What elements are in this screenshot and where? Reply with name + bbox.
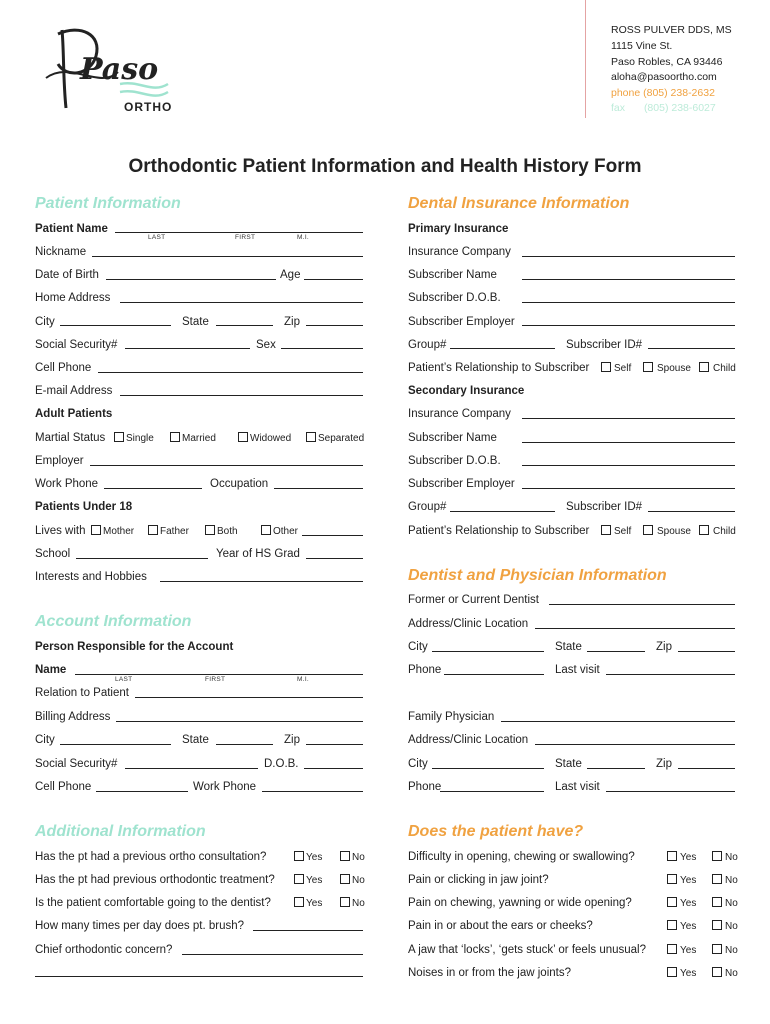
yes-checkbox[interactable] bbox=[294, 874, 304, 884]
dentist-address-field[interactable] bbox=[535, 628, 735, 629]
account-dob-label: D.O.B. bbox=[264, 758, 299, 770]
physician-address-field[interactable] bbox=[535, 744, 735, 745]
spouse-checkbox[interactable] bbox=[643, 525, 653, 535]
dentist-phone-field[interactable] bbox=[444, 674, 544, 675]
account-mi-sublabel: M.I. bbox=[297, 676, 310, 683]
physician-city-field[interactable] bbox=[432, 768, 544, 769]
dentist-state-label: State bbox=[555, 641, 582, 653]
marital-status-label: Martial Status bbox=[35, 432, 106, 444]
primary-sub-employer-label: Subscriber Employer bbox=[408, 316, 515, 328]
dentist-city-label: City bbox=[408, 641, 428, 653]
logo-word: Paso bbox=[80, 52, 159, 87]
work-phone-field[interactable] bbox=[104, 488, 202, 489]
physician-last-visit-label: Last visit bbox=[555, 781, 600, 793]
clinic-phone[interactable]: phone (805) 238-2632 bbox=[611, 87, 715, 99]
no-label: No bbox=[725, 968, 738, 979]
school-field[interactable] bbox=[76, 558, 208, 559]
street: 1115 Vine St. bbox=[611, 40, 673, 52]
physician-field[interactable] bbox=[501, 721, 735, 722]
no-label: No bbox=[725, 898, 738, 909]
relation-field[interactable] bbox=[135, 697, 363, 698]
physician-address-label: Address/Clinic Location bbox=[408, 734, 529, 746]
work-phone-label: Work Phone bbox=[35, 478, 99, 490]
account-ssn-label: Social Security# bbox=[35, 758, 118, 770]
concern-field[interactable] bbox=[182, 954, 363, 955]
condition-label: Difficulty in opening, chewing or swallowing? bbox=[408, 851, 635, 863]
condition-label: Pain in or about the ears or cheeks? bbox=[408, 920, 593, 932]
brush-field[interactable] bbox=[253, 930, 363, 931]
question-label: Is the patient comfortable going to the dentist? bbox=[35, 897, 271, 909]
ssn-label: Social Security# bbox=[35, 339, 118, 351]
account-last-sublabel: LAST bbox=[115, 676, 133, 683]
no-checkbox[interactable] bbox=[712, 851, 722, 861]
secondary-group-field[interactable] bbox=[450, 511, 555, 512]
state-field[interactable] bbox=[216, 325, 273, 326]
account-name-field[interactable] bbox=[75, 674, 363, 675]
physician-zip-field[interactable] bbox=[678, 768, 735, 769]
physician-state-field[interactable] bbox=[587, 768, 645, 769]
yes-checkbox[interactable] bbox=[667, 944, 677, 954]
primary-sub-dob-field[interactable] bbox=[522, 302, 735, 303]
self-checkbox[interactable] bbox=[601, 362, 611, 372]
logo bbox=[40, 20, 180, 120]
dentist-last-visit-label: Last visit bbox=[555, 664, 600, 676]
adult-patients-heading: Adult Patients bbox=[35, 408, 113, 420]
self-label: Self bbox=[614, 526, 632, 537]
lives-mother-label: Mother bbox=[103, 526, 135, 537]
responsible-heading: Person Responsible for the Account bbox=[35, 641, 234, 653]
dentist-phone-label: Phone bbox=[408, 664, 442, 676]
physician-label: Family Physician bbox=[408, 711, 495, 723]
logo-sub: ORTHO bbox=[124, 100, 173, 114]
school-label: School bbox=[35, 548, 71, 560]
secondary-sub-employer-field[interactable] bbox=[522, 488, 735, 489]
account-state-label: State bbox=[182, 734, 209, 746]
primary-sub-dob-label: Subscriber D.O.B. bbox=[408, 292, 501, 304]
dentist-heading: Dentist and Physician Information bbox=[408, 567, 667, 584]
account-cell-field[interactable] bbox=[96, 791, 188, 792]
spouse-label: Spouse bbox=[657, 526, 691, 537]
dentist-zip-field[interactable] bbox=[678, 651, 735, 652]
account-first-sublabel: FIRST bbox=[205, 676, 226, 683]
relationship-label: Patient’s Relationship to Subscriber bbox=[408, 525, 590, 537]
patient-heading: Patient Information bbox=[35, 195, 181, 212]
spouse-checkbox[interactable] bbox=[643, 362, 653, 372]
no-label: No bbox=[352, 852, 365, 863]
home-address-label: Home Address bbox=[35, 292, 111, 304]
former-dentist-field[interactable] bbox=[549, 604, 735, 605]
first-sublabel: FIRST bbox=[235, 234, 256, 241]
primary-sub-id-field[interactable] bbox=[648, 348, 735, 349]
primary-sub-name-field[interactable] bbox=[522, 279, 735, 280]
condition-label: A jaw that ‘locks’, ‘gets stuck’ or feels unusual? bbox=[408, 944, 646, 956]
no-checkbox[interactable] bbox=[712, 920, 722, 930]
yes-label: Yes bbox=[306, 852, 323, 863]
no-label: No bbox=[725, 945, 738, 956]
nickname-field[interactable] bbox=[92, 256, 363, 257]
no-label: No bbox=[725, 875, 738, 886]
secondary-group-label: Group# bbox=[408, 501, 447, 513]
lives-with-label: Lives with bbox=[35, 525, 86, 537]
age-label: Age bbox=[280, 269, 301, 281]
condition-label: Pain or clicking in jaw joint? bbox=[408, 874, 549, 886]
condition-label: Noises in or from the jaw joints? bbox=[408, 967, 571, 979]
clinic-email[interactable]: aloha@pasoortho.com bbox=[611, 71, 717, 83]
no-checkbox[interactable] bbox=[712, 967, 722, 977]
account-dob-field[interactable] bbox=[304, 768, 363, 769]
primary-group-label: Group# bbox=[408, 339, 447, 351]
yes-label: Yes bbox=[680, 921, 697, 932]
clinic-fax bbox=[611, 101, 716, 117]
nickname-label: Nickname bbox=[35, 246, 87, 258]
primary-sub-name-label: Subscriber Name bbox=[408, 269, 497, 281]
condition-label: Pain on chewing, yawning or wide opening? bbox=[408, 897, 632, 909]
secondary-sub-name-label: Subscriber Name bbox=[408, 432, 497, 444]
occupation-field[interactable] bbox=[274, 488, 363, 489]
interests-label: Interests and Hobbies bbox=[35, 571, 147, 583]
patient-name-label: Patient Name bbox=[35, 223, 108, 235]
no-checkbox[interactable] bbox=[712, 944, 722, 954]
account-cell-label: Cell Phone bbox=[35, 781, 92, 793]
secondary-insurance-heading: Secondary Insurance bbox=[408, 385, 525, 397]
page-title: Orthodontic Patient Information and Health History Form bbox=[128, 156, 642, 177]
relation-label: Relation to Patient bbox=[35, 687, 129, 699]
dentist-zip-label: Zip bbox=[656, 641, 672, 653]
question-label: Has the pt had a previous ortho consultation? bbox=[35, 851, 267, 863]
yes-label: Yes bbox=[680, 875, 697, 886]
marital-widowed-label: Widowed bbox=[250, 433, 292, 444]
secondary-company-field[interactable] bbox=[522, 418, 735, 419]
marital-single-label: Single bbox=[126, 433, 154, 444]
occupation-label: Occupation bbox=[210, 478, 269, 490]
grad-year-field[interactable] bbox=[306, 558, 363, 559]
dentist-state-field[interactable] bbox=[587, 651, 645, 652]
employer-label: Employer bbox=[35, 455, 84, 467]
relationship-label: Patient’s Relationship to Subscriber bbox=[408, 362, 590, 374]
interests-field[interactable] bbox=[160, 581, 363, 582]
dob-label: Date of Birth bbox=[35, 269, 99, 281]
yes-checkbox[interactable] bbox=[294, 897, 304, 907]
no-checkbox[interactable] bbox=[712, 897, 722, 907]
lives-both-label: Both bbox=[217, 526, 238, 537]
sex-label: Sex bbox=[256, 339, 276, 351]
child-checkbox[interactable] bbox=[699, 362, 709, 372]
physician-city-label: City bbox=[408, 758, 428, 770]
physician-last-visit-field[interactable] bbox=[606, 791, 735, 792]
lives-mother-checkbox[interactable] bbox=[91, 525, 101, 535]
child-checkbox[interactable] bbox=[699, 525, 709, 535]
doctor-name: ROSS PULVER DDS, MS bbox=[611, 24, 732, 36]
primary-company-label: Insurance Company bbox=[408, 246, 511, 258]
lives-both-checkbox[interactable] bbox=[205, 525, 215, 535]
secondary-sub-employer-label: Subscriber Employer bbox=[408, 478, 515, 490]
last-sublabel: LAST bbox=[148, 234, 166, 241]
secondary-company-label: Insurance Company bbox=[408, 408, 511, 420]
marital-married-label: Married bbox=[182, 433, 216, 444]
yes-label: Yes bbox=[680, 968, 697, 979]
marital-separated-checkbox[interactable] bbox=[306, 432, 316, 442]
fax-label: fax bbox=[611, 102, 626, 114]
lives-father-label: Father bbox=[160, 526, 189, 537]
secondary-sub-id-label: Subscriber ID# bbox=[566, 501, 643, 513]
no-checkbox[interactable] bbox=[340, 874, 350, 884]
sex-field[interactable] bbox=[281, 348, 363, 349]
account-heading: Account Information bbox=[35, 613, 192, 630]
concern-label: Chief orthodontic concern? bbox=[35, 944, 173, 956]
concern-field-line-2[interactable] bbox=[35, 976, 363, 977]
account-zip-field[interactable] bbox=[306, 744, 363, 745]
secondary-sub-name-field[interactable] bbox=[522, 442, 735, 443]
dentist-address-label: Address/Clinic Location bbox=[408, 618, 529, 630]
dentist-city-field[interactable] bbox=[432, 651, 544, 652]
fax-value: (805) 238-6027 bbox=[643, 102, 716, 114]
primary-sub-employer-field[interactable] bbox=[522, 325, 735, 326]
brush-label: How many times per day does pt. brush? bbox=[35, 920, 245, 932]
yes-label: Yes bbox=[680, 898, 697, 909]
dob-field[interactable] bbox=[106, 279, 276, 280]
account-ssn-field[interactable] bbox=[125, 768, 258, 769]
yes-checkbox[interactable] bbox=[667, 920, 677, 930]
city-field[interactable] bbox=[60, 325, 171, 326]
physician-state-label: State bbox=[555, 758, 582, 770]
no-checkbox[interactable] bbox=[340, 851, 350, 861]
home-address-field[interactable] bbox=[120, 302, 363, 303]
insurance-heading: Dental Insurance Information bbox=[408, 195, 630, 212]
header-divider bbox=[585, 0, 586, 118]
age-field[interactable] bbox=[304, 279, 363, 280]
employer-field[interactable] bbox=[90, 465, 363, 466]
self-label: Self bbox=[614, 363, 632, 374]
former-dentist-label: Former or Current Dentist bbox=[408, 594, 540, 606]
mi-sublabel: M.I. bbox=[297, 234, 310, 241]
no-label: No bbox=[725, 852, 738, 863]
cell-phone-label: Cell Phone bbox=[35, 362, 92, 374]
yes-label: Yes bbox=[306, 875, 323, 886]
no-checkbox[interactable] bbox=[340, 897, 350, 907]
city-state: Paso Robles, CA 93446 bbox=[611, 56, 723, 68]
account-work-label: Work Phone bbox=[193, 781, 257, 793]
primary-group-field[interactable] bbox=[450, 348, 555, 349]
marital-married-checkbox[interactable] bbox=[170, 432, 180, 442]
cell-phone-field[interactable] bbox=[98, 372, 363, 373]
under-18-heading: Patients Under 18 bbox=[35, 501, 133, 513]
yes-checkbox[interactable] bbox=[667, 967, 677, 977]
physician-phone-field[interactable] bbox=[440, 791, 544, 792]
yes-checkbox[interactable] bbox=[667, 874, 677, 884]
account-work-field[interactable] bbox=[262, 791, 363, 792]
physician-zip-label: Zip bbox=[656, 758, 672, 770]
billing-address-field[interactable] bbox=[116, 721, 363, 722]
state-label: State bbox=[182, 316, 209, 328]
yes-checkbox[interactable] bbox=[667, 897, 677, 907]
account-name-label: Name bbox=[35, 664, 67, 676]
yes-label: Yes bbox=[306, 898, 323, 909]
yes-label: Yes bbox=[680, 945, 697, 956]
physician-phone-label: Phone bbox=[408, 781, 442, 793]
primary-insurance-heading: Primary Insurance bbox=[408, 223, 509, 235]
grad-year-label: Year of HS Grad bbox=[216, 548, 300, 560]
dentist-last-visit-field[interactable] bbox=[606, 674, 735, 675]
question-label: Has the pt had previous orthodontic treatment? bbox=[35, 874, 275, 886]
secondary-sub-id-field[interactable] bbox=[648, 511, 735, 512]
lives-other-checkbox[interactable] bbox=[261, 525, 271, 535]
secondary-sub-dob-label: Subscriber D.O.B. bbox=[408, 455, 501, 467]
primary-company-field[interactable] bbox=[522, 256, 735, 257]
yes-checkbox[interactable] bbox=[667, 851, 677, 861]
email-field[interactable] bbox=[120, 395, 363, 396]
account-city-field[interactable] bbox=[60, 744, 171, 745]
no-label: No bbox=[725, 921, 738, 932]
lives-other-field[interactable] bbox=[302, 535, 363, 536]
billing-address-label: Billing Address bbox=[35, 711, 111, 723]
child-label: Child bbox=[713, 363, 736, 374]
city-label: City bbox=[35, 316, 55, 328]
lives-father-checkbox[interactable] bbox=[148, 525, 158, 535]
marital-single-checkbox[interactable] bbox=[114, 432, 124, 442]
no-label: No bbox=[352, 898, 365, 909]
spouse-label: Spouse bbox=[657, 363, 691, 374]
child-label: Child bbox=[713, 526, 736, 537]
primary-sub-id-label: Subscriber ID# bbox=[566, 339, 643, 351]
account-zip-label: Zip bbox=[284, 734, 300, 746]
account-state-field[interactable] bbox=[216, 744, 273, 745]
additional-heading: Additional Information bbox=[35, 823, 206, 840]
marital-widowed-checkbox[interactable] bbox=[238, 432, 248, 442]
email-label: E-mail Address bbox=[35, 385, 113, 397]
yes-checkbox[interactable] bbox=[294, 851, 304, 861]
patient-name-field[interactable] bbox=[115, 232, 363, 233]
lives-other-label: Other bbox=[273, 526, 299, 537]
no-checkbox[interactable] bbox=[712, 874, 722, 884]
account-city-label: City bbox=[35, 734, 55, 746]
marital-separated-label: Separated bbox=[318, 433, 365, 444]
conditions-heading: Does the patient have? bbox=[408, 823, 584, 840]
secondary-sub-dob-field[interactable] bbox=[522, 465, 735, 466]
zip-field[interactable] bbox=[306, 325, 363, 326]
yes-label: Yes bbox=[680, 852, 697, 863]
zip-label: Zip bbox=[284, 316, 300, 328]
self-checkbox[interactable] bbox=[601, 525, 611, 535]
no-label: No bbox=[352, 875, 365, 886]
ssn-field[interactable] bbox=[125, 348, 250, 349]
